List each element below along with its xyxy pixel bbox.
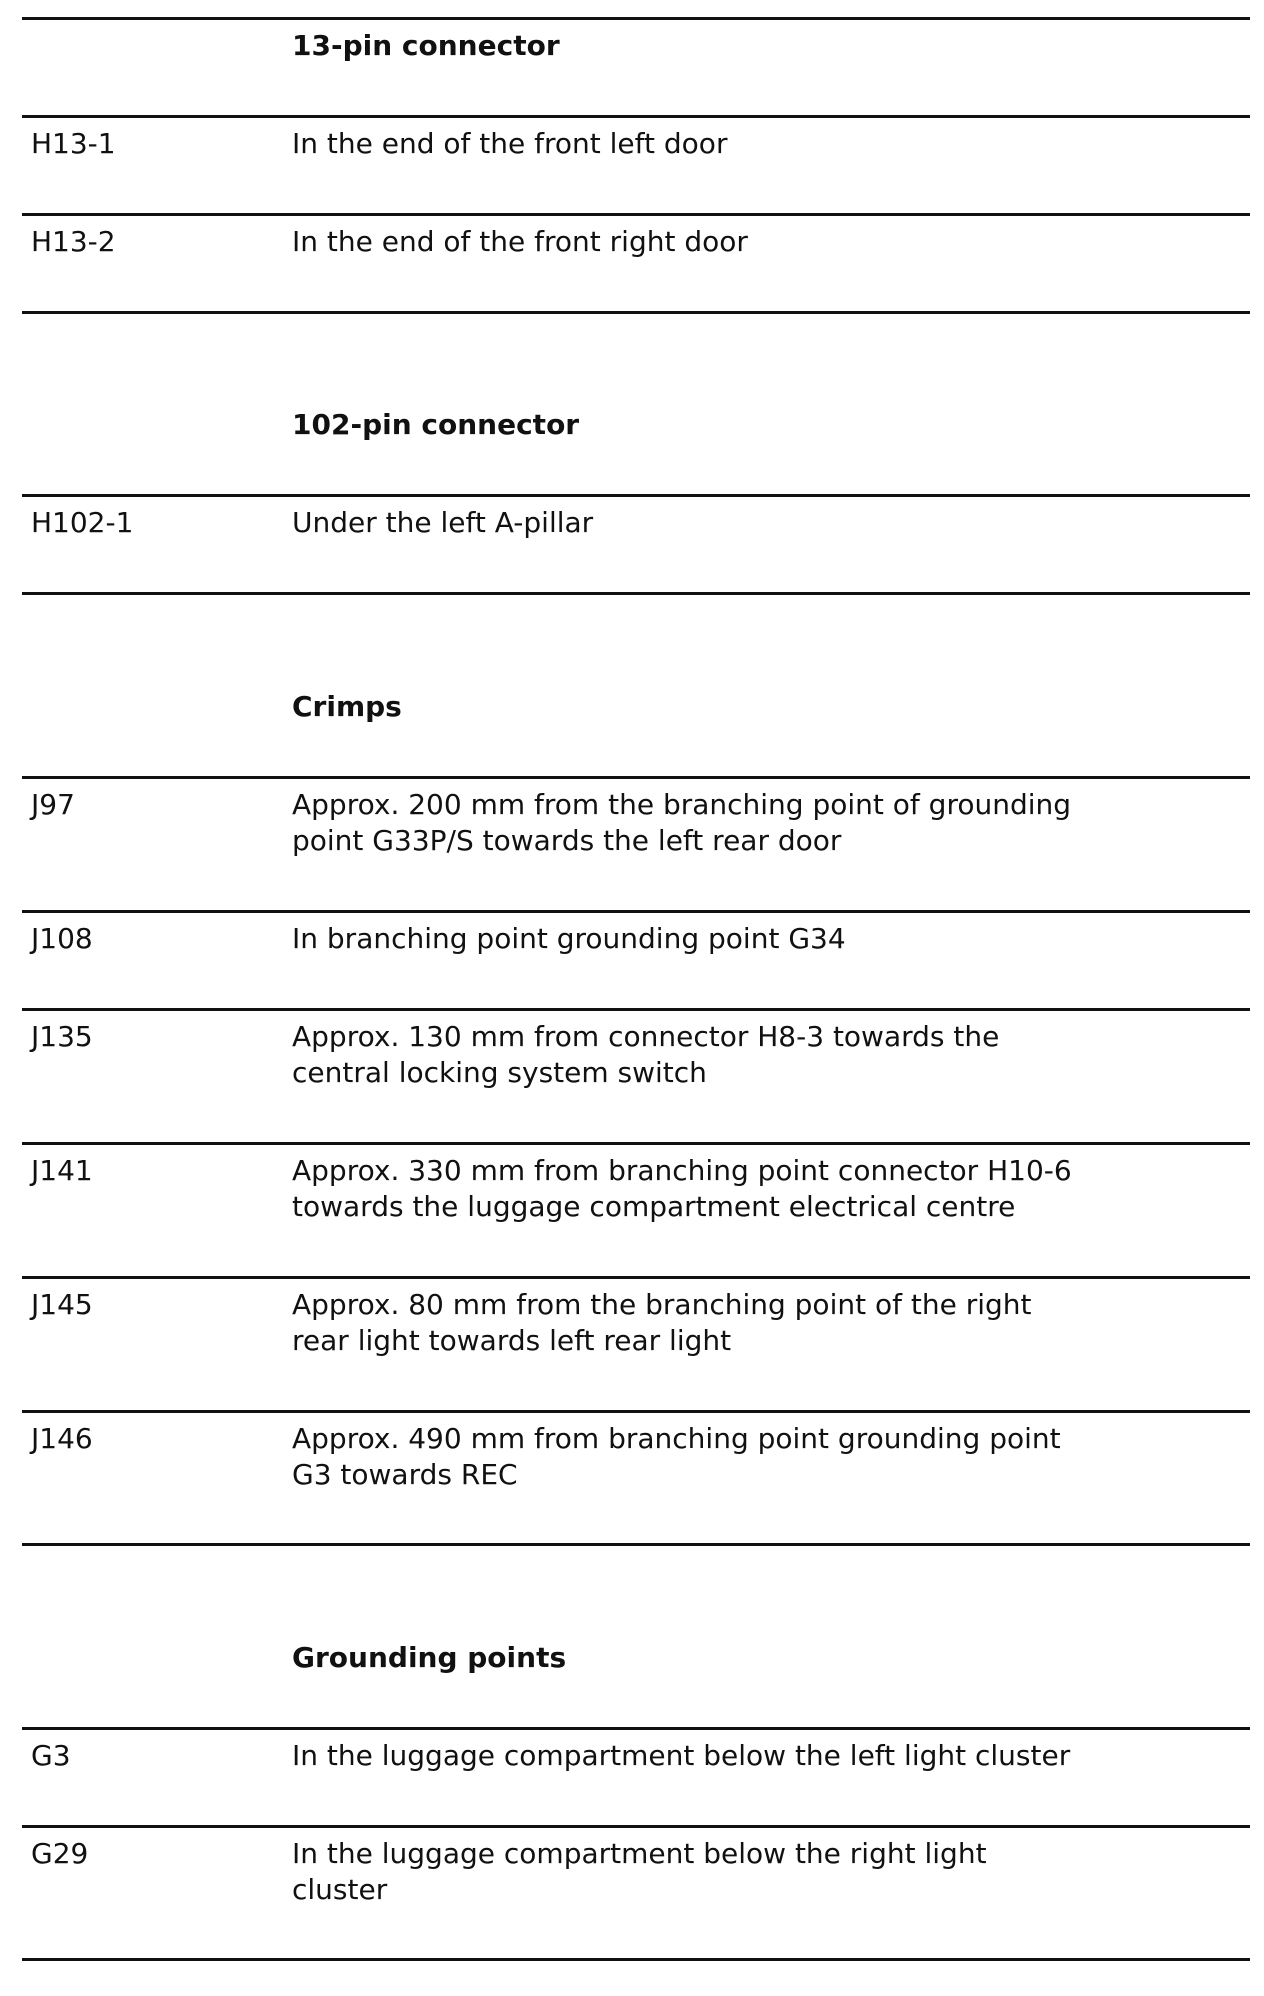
location-description: Approx. 490 mm from branching point grounding point G3 towards REC <box>292 1422 1061 1491</box>
grounding-point-code: G3 <box>31 1739 71 1772</box>
row-divider <box>22 776 1250 779</box>
crimp-code: J97 <box>31 788 75 821</box>
row-divider <box>22 213 1250 216</box>
section-end-rule <box>22 1543 1250 1546</box>
section-heading: Crimps <box>292 690 402 723</box>
section-heading: 102-pin connector <box>292 408 580 441</box>
location-description: Under the left A-pillar <box>292 506 594 539</box>
connector-code: H13-1 <box>31 127 116 160</box>
table-bottom-rule <box>22 1958 1250 1961</box>
row-divider <box>22 1142 1250 1145</box>
location-description: In branching point grounding point G34 <box>292 922 846 955</box>
row-divider <box>22 1727 1250 1730</box>
location-description: Approx. 200 mm from the branching point of grounding point G33P/S towards the left rear door <box>292 788 1072 857</box>
location-description: Approx. 130 mm from connector H8-3 towards the central locking system switch <box>292 1020 1000 1089</box>
row-divider <box>22 1008 1250 1011</box>
location-description: In the end of the front right door <box>292 225 748 258</box>
connector-code: H13-2 <box>31 225 116 258</box>
section-end-rule <box>22 311 1250 314</box>
crimp-code: J145 <box>31 1288 93 1321</box>
crimp-code: J108 <box>31 922 93 955</box>
section-end-rule <box>22 592 1250 595</box>
crimp-code: J135 <box>31 1020 93 1053</box>
location-description: Approx. 80 mm from the branching point of the right rear light towards left rear light <box>292 1288 1032 1357</box>
section-heading: 13-pin connector <box>292 29 560 62</box>
grounding-point-code: G29 <box>31 1837 89 1870</box>
connector-code: H102-1 <box>31 506 134 539</box>
location-description: In the end of the front left door <box>292 127 728 160</box>
row-divider <box>22 1276 1250 1279</box>
location-description: Approx. 330 mm from branching point connector H10-6 towards the luggage compartment electrical centre <box>292 1154 1072 1223</box>
location-description: In the luggage compartment below the left light cluster <box>292 1739 1071 1772</box>
row-divider <box>22 115 1250 118</box>
row-divider <box>22 494 1250 497</box>
table-top-rule <box>22 17 1250 20</box>
location-description: In the luggage compartment below the right light cluster <box>292 1837 987 1906</box>
crimp-code: J146 <box>31 1422 93 1455</box>
section-heading: Grounding points <box>292 1641 567 1674</box>
row-divider <box>22 1825 1250 1828</box>
row-divider <box>22 910 1250 913</box>
row-divider <box>22 1410 1250 1413</box>
crimp-code: J141 <box>31 1154 93 1187</box>
